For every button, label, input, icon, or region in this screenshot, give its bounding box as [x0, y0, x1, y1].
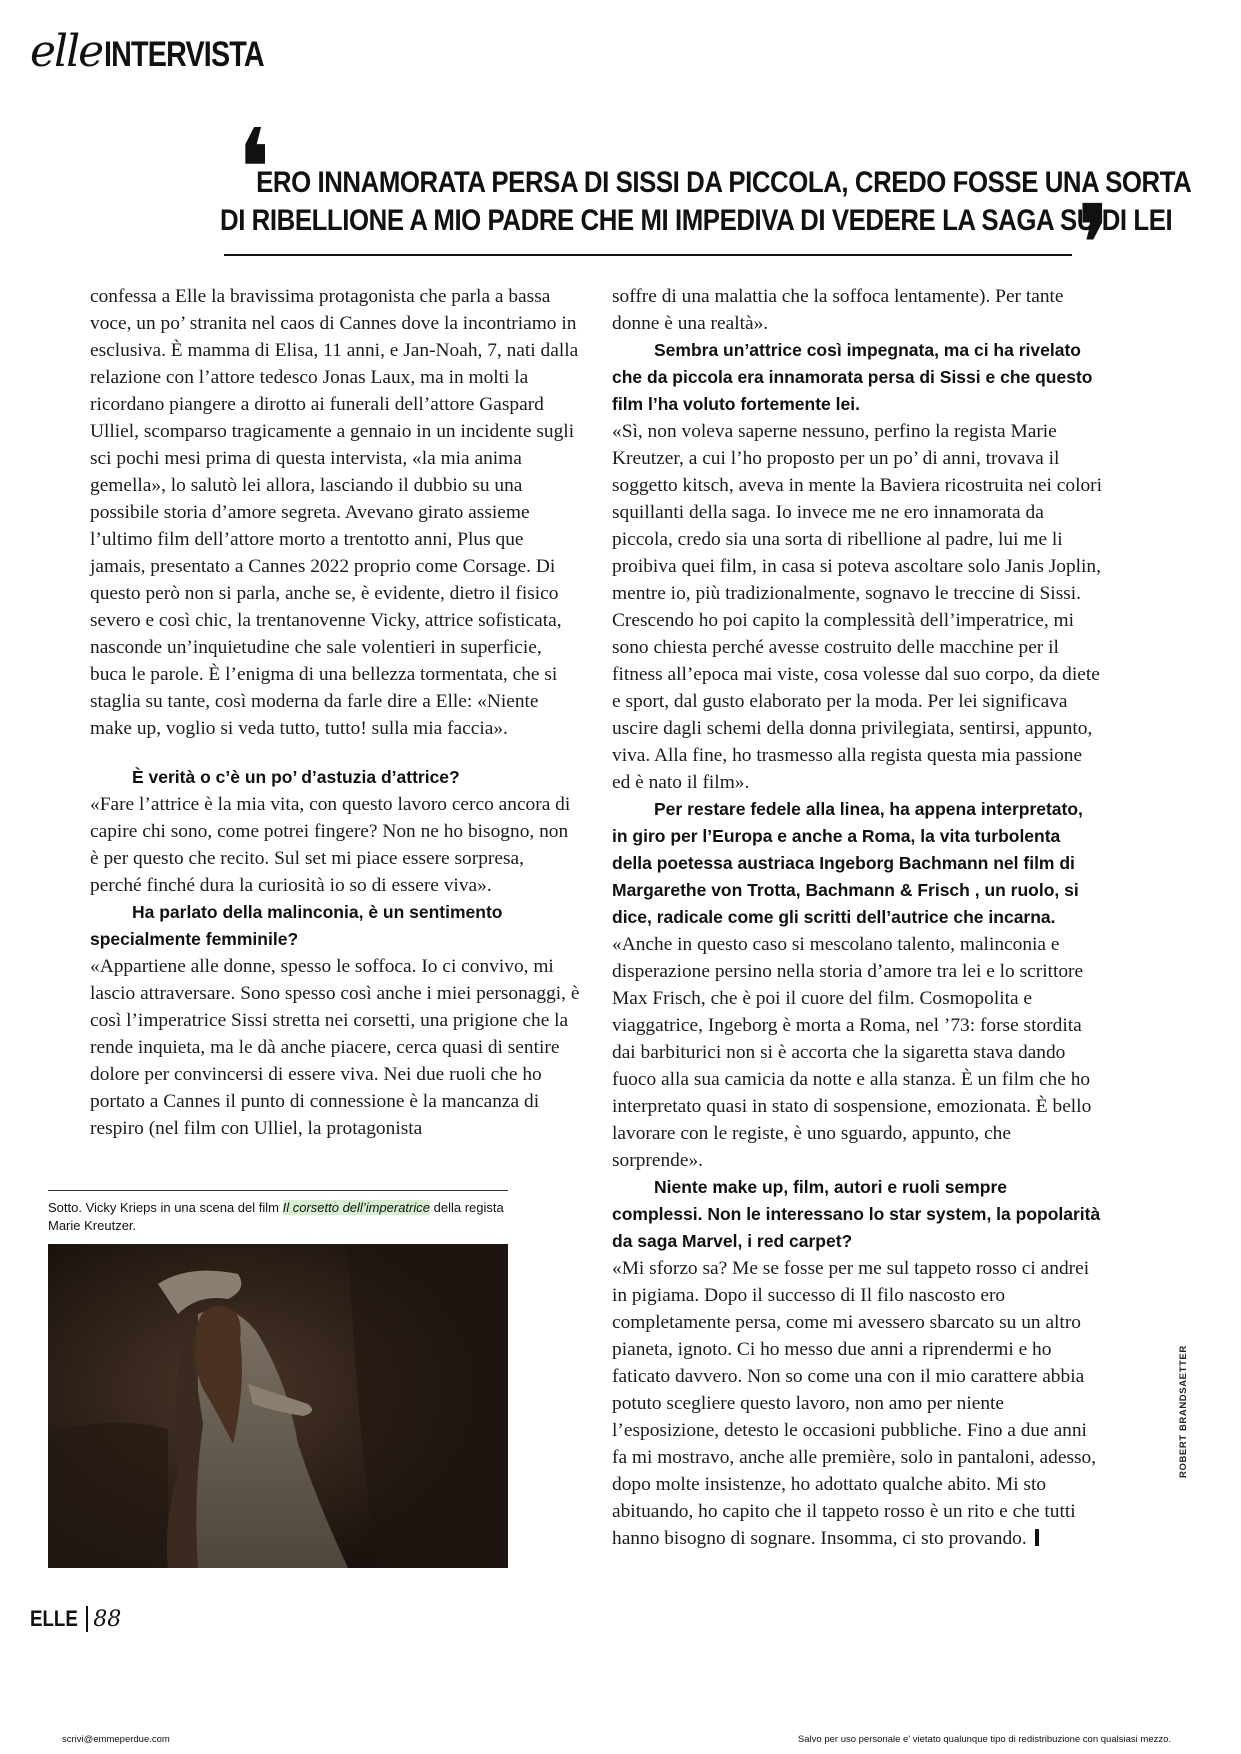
photo-caption	[48, 1199, 518, 1235]
folio-magazine: ELLE	[30, 1606, 78, 1631]
caption-rule	[48, 1190, 508, 1191]
continued-paragraph: soffre di una malattia che la soffoca lentamente). Per tante donne è una realtà».	[612, 286, 1064, 334]
pull-quote-rule	[224, 254, 1072, 256]
pull-quote-line-1: ERO INNAMORATA PERSA DI SISSI DA PICCOLA, CREDO FOSSE UNA SORTA	[256, 166, 1192, 199]
question-4: Per restare fedele alla linea, ha appena interpretato, in giro per l’Europa e anche a Roma, la vita turbolenta della poetessa austriaca Ingeborg Bachmann nel film di Margarethe von Trotta, Bachmann & Frisch , un ruolo, si dice, radicale come gli scritti dell’autrice che incarna.	[612, 799, 1083, 927]
intro-paragraph: confessa a Elle la bravissima protagonista che parla a bassa voce, un po’ stranita nel caos di Cannes dove la incontriamo in esclusiva. È mamma di Elisa, 11 anni, e Jan-Noah, 7, nati dalla relazione con l’attore tedesco Jonas Laux, ma in molti la ricordano piangere a dirotto ai funerali dell’attore Gaspard Ulliel, scomparso tragicamente a gennaio in un incidente sugli sci pochi mesi prima di questa intervista, «la mia anima gemella», lo salutò lei allora, lasciando il dubbio su una possibile storia d’amore segreta. Avevano girato assieme l’ultimo film dell’attore morto a trentotto anni, Plus que jamais, presentato a Cannes 2022 proprio come Corsage. Di questo però non si parla, anche se, è evidente, dietro il fisico severo e così chic, la trentanovenne Vicky, attrice sofisticata, nasconde un’inquietudine che sale volentieri in superficie, buca le parole. È l’enigma di una bellezza tormentata, che si staglia su tante, così moderna da farle dire a Elle: «Niente make up, voglio si veda tutto, tutto! sulla mia faccia».	[90, 286, 579, 739]
answer-2: «Appartiene alle donne, spesso le soffoca. Io ci convivo, mi lascio attraversare. Sono spesso così anche i miei personaggi, è così l’imperatrice Sissi stretta nei corsetti, una prigione che la rende inquieta, ma le dà anche piacere, cerca quasi di sentire dolore per convincersi di essere viva. Nei due ruoli che ho portato a Cannes il punto di connessione è la mancanza di respiro (nel film con Ulliel, la protagonista	[90, 956, 580, 1139]
right-column	[612, 283, 1102, 1552]
folio-page-number: 88	[93, 1606, 122, 1632]
question-3: Sembra un’attrice così impegnata, ma ci ha rivelato che da piccola era innamorata persa di Sissi e che questo film l’ha voluto fortemente lei.	[612, 340, 1093, 414]
answer-5	[612, 1255, 1102, 1552]
page-header	[30, 26, 299, 77]
left-column	[90, 283, 580, 1142]
pull-quote-text	[220, 164, 1192, 240]
close-quote-icon: ❜	[1076, 181, 1112, 309]
film-still-image	[48, 1244, 508, 1568]
caption-prefix: Sotto. Vicky Krieps in una scena del film	[48, 1200, 283, 1215]
footer-notice: Salvo per uso personale e' vietato qualunque tipo di redistribuzione con qualsiasi mezzo.	[797, 1734, 1171, 1745]
elle-logo: elle	[30, 26, 103, 77]
question-5: Niente make up, film, autori e ruoli sempre complessi. Non le interessano lo star system, la popolarità da saga Marvel, i red carpet?	[612, 1177, 1101, 1251]
answer-5-text: «Mi sforzo sa? Me se fosse per me sul tappeto rosso ci andrei in pigiama. Dopo il successo di Il filo nascosto ero completamente persa, come mi avessero sbarcato su un altro pianeta, ignoto. Ci ho messo due anni a riprendermi e ho faticato davvero. Non so come una con il mio carattere abbia potuto scegliere questo lavoro, non amo per niente l’esposizione, detesto le occasioni pubbliche. Fino a due anni fa mi mostravo, anche alle première, solo in pantaloni, adesso, dopo molte insistenze, ho adottato qualche abito. Mi sto abituando, ho capito che il tappeto rosso è un rito e che tutti hanno bisogno di sognare. Insomma, ci sto provando.	[612, 1258, 1097, 1549]
end-mark-icon	[1035, 1529, 1039, 1546]
answer-1: «Fare l’attrice è la mia vita, con questo lavoro cerco ancora di capire chi sono, come potrei fingere? Non ne ho bisogno, non è per questo che recito. Sul set mi piace essere sorpresa, perché finché dura la curiosità io so di essere viva».	[90, 794, 571, 896]
page-folio	[30, 1606, 121, 1632]
question-2: Ha parlato della malinconia, è un sentimento specialmente femminile?	[90, 902, 503, 949]
pull-quote	[220, 105, 1192, 309]
section-title: INTERVISTA	[104, 35, 265, 74]
film-still-photo	[48, 1244, 508, 1568]
open-quote-icon: ❛	[236, 105, 272, 233]
answer-4: «Anche in questo caso si mescolano talento, malinconia e disperazione persino nella storia d’amore tra lei e lo scrittore Max Frisch, che è poi il cuore del film. Cosmopolita e viaggatrice, Ingeborg è morta a Roma, nel ’73: forse stordita dai barbiturici non si è accorta che la sigaretta stava dando fuoco alla sua camicia da notte e alla stanza. È un film che ho interpretato quasi in stato di sospensione, emozionata. È bello lavorare con le registe, è uno sguardo, appunto, che sorprende».	[612, 934, 1092, 1171]
folio-separator	[86, 1606, 88, 1632]
pull-quote-line-2: DI RIBELLIONE A MIO PADRE CHE MI IMPEDIVA DI VEDERE LA SAGA SU DI LEI	[220, 204, 1173, 237]
caption-film-title: Il corsetto dell’imperatrice	[282, 1200, 430, 1215]
answer-3: «Sì, non voleva saperne nessuno, perfino la regista Marie Kreutzer, a cui l’ho proposto per un po’ di anni, trovava il soggetto kitsch, aveva in mente la Baviera ricostruita nei colori squillanti della saga. Io invece me ne ero innamorata da piccola, credo sia una sorta di ribellione al padre, lui me li proibiva quei film, in casa si poteva ascoltare solo Janis Joplin, mentre io, più tradizionalmente, sognavo le treccine di Sissi. Crescendo ho poi capito la complessità dell’imperatrice, mi sono chiesta perché avesse costruito delle macchine per il fitness all’epoca mai viste, cosa volesse dal suo corpo, da diete e sport, dal gusto elaborato per la moda. Per lei significava uscire dagli schemi della donna privilegiata, sentirsi, appunto, viva. Alla fine, ho trasmesso alla regista questa mia passione ed è nato il film».	[612, 421, 1102, 793]
photo-credit: ROBERT BRANDSAETTER	[1178, 1345, 1189, 1478]
caption-suffix: della regista Marie Kreutzer.	[48, 1200, 504, 1233]
footer-email: scrivi@emmeperdue.com	[62, 1734, 170, 1745]
question-1: È verità o c’è un po’ d’astuzia d’attrice?	[132, 767, 460, 787]
